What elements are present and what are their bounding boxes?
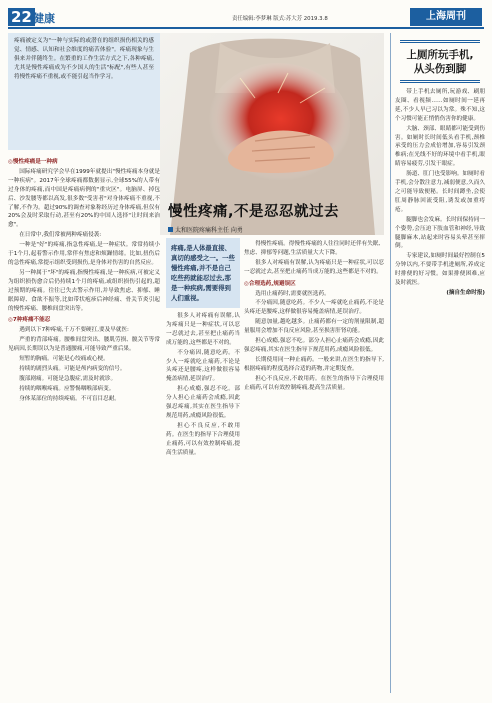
paragraph: 严重的背部疼痛。腰椎间盘突出、腰肌劳损、髋关节等常见病因,长期误以为是普通腰痛,可能导致严重后果。 [8,337,160,353]
paragraph: 身体某部位的持续疼痛。不可盲目忍耐。 [19,395,120,402]
article-column-2 [244,240,384,695]
paragraph: 担心不良反应,不敢用药。在医生的指导下合理使用止痛药,可以有效控制疼痛,提高生活质量。 [244,375,384,391]
editors-line: 责任编辑:李梦琳 版式:苏大芳 2019.3.8 [232,16,328,22]
article-title: 慢性疼痛,不是忍忍就过去 [168,204,340,220]
paragraph: 随意加量,越吃越多。止痛药都有一定的剂量限制,超量服用会增加不良反应风险,甚至损害肝肾功能。 [244,319,384,335]
article-intro: 疼痛被定义为"一种与实际的或潜在的组织损伤相关的感觉、情感、认知和社会维度的痛苦体验"。疼痛现象与生俱来并伴随终生。在繁重的工作生活方式之下,各种疼痛,尤其是慢性疼痛成为不少国人的生活"标配",有些人甚至将慢性疼痛不重视,或不能引起当作学习。 [8,33,160,150]
masthead: 上海周刊 [410,8,482,26]
sidebar-title-rule-top [400,40,480,43]
byline-marker-icon [168,227,173,232]
subheading: ◎7种疼痛不能忍 [8,317,51,324]
header-rule [8,27,484,29]
byline-text: 太和医院疼痛科主任 向勇 [175,227,243,234]
paragraph: 腹部剧痛。可能是急腹症,需及时就诊。 [19,375,117,382]
paragraph: 长期使用同一种止痛药。一般来讲,在医生的指导下,根据疼痛的程度选择合适的药物,并定期复查。 [244,356,384,372]
paragraph: 专家建议,如厕时间最好控制在5分钟以内,不要带手机进厕所,养成定时排便的好习惯。如果排便困难,应及时就医。 [395,253,485,287]
sidebar-source: (摘自生命时报) [446,289,485,296]
sidebar-body [395,88,485,695]
article-column-1 [8,155,160,695]
paragraph: 持续的剧烈头痛。可能是颅内病变的信号。 [19,365,126,372]
paragraph: 国际疼痛研究学会早在1999年就提出"慢性疼痛本身就是一种疾病"。2017年全球疼痛都数据显示,全球55%的人带有过身体的疼痛,而中国是疼痛病例的"重灾区"。电脑屏、掉包后、沙发腰等都以高发,很多数"受害者"对身体疼痛不重视,不了解,不作为。超过90%的调查对象称经历过身体疼痛,但仅有20%会及时采取行动,甚至有20%的中国人选择"让时间来治愈"。 [8,168,160,229]
paragraph: 持续的咽喉疼痛。应警惕咽喉部病变。 [19,385,115,392]
pull-quote: 疼痛,是人体最直接、真切的感受之一。一些慢性疼痛,并不是自己吃些药就能忍过去,那是一种疾病,需要得到人们重视。 [166,238,240,308]
article-column-2a [166,312,240,695]
sidebar-title-rule-bottom [400,80,480,83]
sidebar-title: 上厕所玩手机, 从头伤到脚 [406,49,474,75]
paragraph: 带上手机去厕所,玩游戏、刷朋友圈、看视频……如厕时间一延再延,不少人早已习以为常。殊不知,这个习惯可能正悄悄伤害你的健康。 [395,89,485,122]
paragraph: 担心不良反应,不敢用药。在医生的指导下合理使用止痛药,可以有效控制疼痛,提高生活质量。 [166,422,240,456]
paragraph: 肠道、肛门也受影响。如厕时看手机,会分散注意力,减弱便意,久而久之可能导致便秘。长时间蹲坐,会使肛周静脉回流受阻,诱发或加重痔疮。 [395,171,485,213]
paragraph: 很多人对疼痛有误解,认为疼痛只是一种症状,可以忍一忍就过去,甚至把止痛药当成万能的,这些都是不对的。 [244,259,384,275]
paragraph: 得慢性疼痛。得慢性疼痛的人往往同时还伴有失眠、焦虑、抑郁等问题,生活质量大大下降。 [244,241,384,256]
paragraph: 一种是"好"的疼痛,指急性疼痛,是一种症状。常常持续小于1个月,起着警示作用,常伴有焦虑和烦躁情绪。比如,扭伤后的急性疼痛,常提示组织受到损伤,是身体对伤害的自然反应。 [8,242,160,266]
paragraph: 另一种属于"坏"的疼痛,指慢性疼痛,是一种疾病,可被定义为组织损伤愈合后仍持续1个月的疼痛,或组织损伤引起的,超过预期的疼痛。往往已失去警示作用,并导致焦虑、抑郁、睡眠障碍、食欲不振等,比如带状疱疹后神经痛、骨关节炎引起的慢性疼痛、腰椎间盘突出等。 [8,269,160,312]
paragraph: 担心成瘾,强忍不吃。部分人担心止痛药会成瘾,因此强忍疼痛,其实在医生指导下规范用药,成瘾风险很低。 [166,386,240,419]
paragraph: 遇到以下7种疼痛,千万不要硬扛,要及早就医: [19,327,129,334]
paragraph: 不分痛因,随意吃药。不少人一疼就吃止痛药,不论是头疼还是腰疼,这样做很容易掩盖病情,延误治疗。 [166,349,240,383]
paragraph: 不分痛因,随意吃药。不少人一疼就吃止痛药,不论是头疼还是腰疼,这样做很容易掩盖病情,延误治疗。 [244,300,384,316]
paragraph: 短暂的胸痛。可能是心绞痛或心梗。 [19,356,109,363]
paragraph: 很多人对疼痛有误解,认为疼痛只是一种症状,可以忍一忍就过去,甚至把止痛药当成万能的,这些都是不对的。 [166,313,240,346]
paragraph: 大脑、颈部、眼睛都可能受到伤害。如厕时长时间低头看手机,颈椎承受的压力会成倍增加,容易引发颈椎病;在光线不好的环境中看手机,眼睛容易疲劳,引发干眼症。 [395,125,485,168]
column-divider [390,33,391,693]
page-number: 22 [8,8,35,26]
paragraph: 腿脚也会发麻。长时间保持同一个姿势,会压迫下肢血管和神经,导致腿脚麻木,站起来时容易头晕甚至摔倒。 [395,216,485,250]
paragraph: 在日常中,我们常被两种疼痛侵袭: [19,232,102,239]
section-title: 健康 [33,12,55,25]
subheading: ◎慢性疼痛是一种病 [8,159,58,165]
subheading: ◎合理选药,规避误区 [244,280,296,287]
paragraph: 选用止痛药时,需要就医选药。 [255,290,330,297]
article-byline [168,225,358,234]
paragraph: 担心成瘾,强忍不吃。部分人担心止痛药会成瘾,因此强忍疼痛,其实在医生指导下规范用药,成瘾风险很低。 [244,338,384,353]
article-header [168,200,358,234]
